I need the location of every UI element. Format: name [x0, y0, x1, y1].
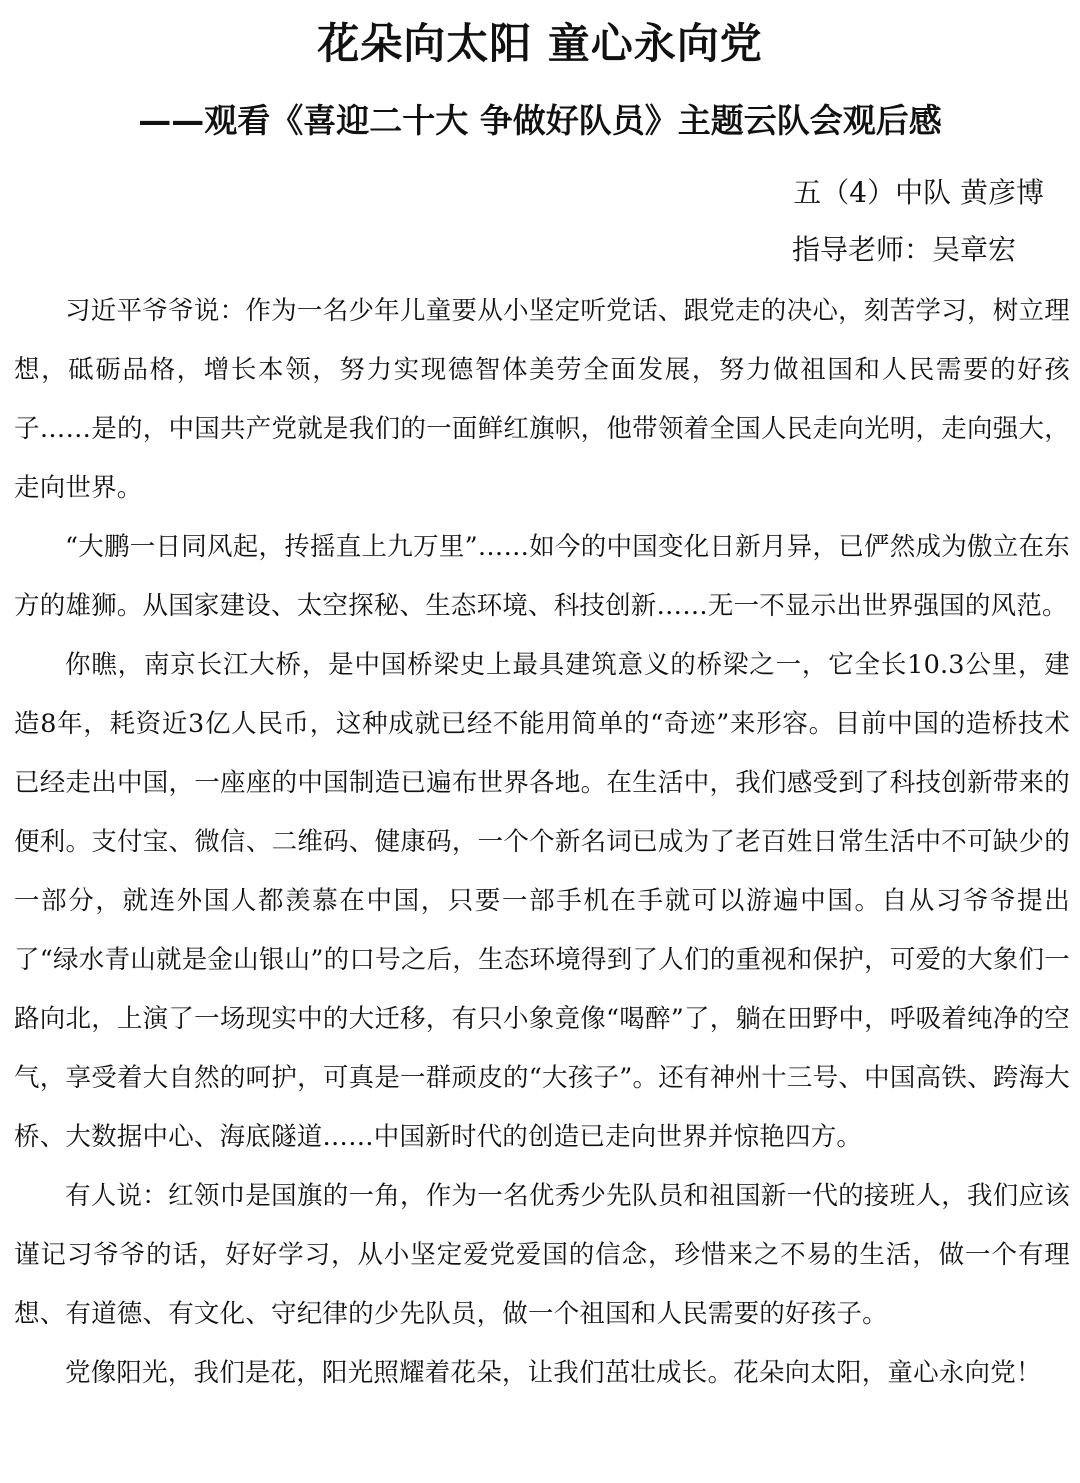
article-body [14, 282, 1070, 1403]
document-subtitle: ——观看《喜迎二十大 争做好队员》主题云队会观后感 [138, 101, 942, 140]
paragraph-5: 党像阳光，我们是花，阳光照耀着花朵，让我们茁壮成长。花朵向太阳，童心永向党！ [65, 1358, 1042, 1388]
paragraph-4: 有人说：红领巾是国旗的一角，作为一名优秀少先队员和祖国新一代的接班人，我们应该谨记习爷爷的话，好好学习，从小坚定爱党爱国的信念，珍惜来之不易的生活，做一个有理想、有道德、有文化、守纪律的少先队员，做一个祖国和人民需要的好孩子。 [14, 1181, 1070, 1329]
paragraph-1: 习近平爷爷说：作为一名少年儿童要从小坚定听党话、跟党走的决心，刻苦学习，树立理想，砥砺品格，增长本领，努力实现德智体美劳全面发展，努力做祖国和人民需要的好孩子……是的，中国共产党就是我们的一面鲜红旗帜，他带领着全国人民走向光明，走向强大，走向世界。 [14, 296, 1070, 503]
teacher-line: 指导老师：吴章宏 [791, 233, 1016, 266]
paragraph-3: 你瞧，南京长江大桥，是中国桥梁史上最具建筑意义的桥梁之一，它全长10.3公里，建造8年，耗资近3亿人民币，这种成就已经不能用简单的“奇迹”来形容。目前中国的造桥技术已经走出中国，一座座的中国制造已遍布世界各地。在生活中，我们感受到了科技创新带来的便利。支付宝、微信、二维码、健康码，一个个新名词已成为了老百姓日常生活中不可缺少的一部分，就连外国人都羡慕在中国，只要一部手机在手就可以游遍中国。自从习爷爷提出了“绿水青山就是金山银山”的口号之后，生态环境得到了人们的重视和保护，可爱的大象们一路向北，上演了一场现实中的大迁移，有只小象竟像“喝醉”了，躺在田野中，呼吸着纯净的空气，享受着大自然的呵护，可真是一群顽皮的“大孩子”。还有神州十三号、中国高铁、跨海大桥、大数据中心、海底隧道……中国新时代的创造已走向世界并惊艳四方。 [14, 650, 1070, 1152]
document-title: 花朵向太阳 童心永向党 [317, 19, 763, 68]
paragraph-2: “大鹏一日同风起，抟摇直上九万里”……如今的中国变化日新月异，已俨然成为傲立在东方的雄狮。从国家建设、太空探秘、生态环境、科技创新……无一不显示出世界强国的风范。 [14, 532, 1070, 621]
author-line: 五（4）中队 黄彦博 [793, 176, 1044, 209]
